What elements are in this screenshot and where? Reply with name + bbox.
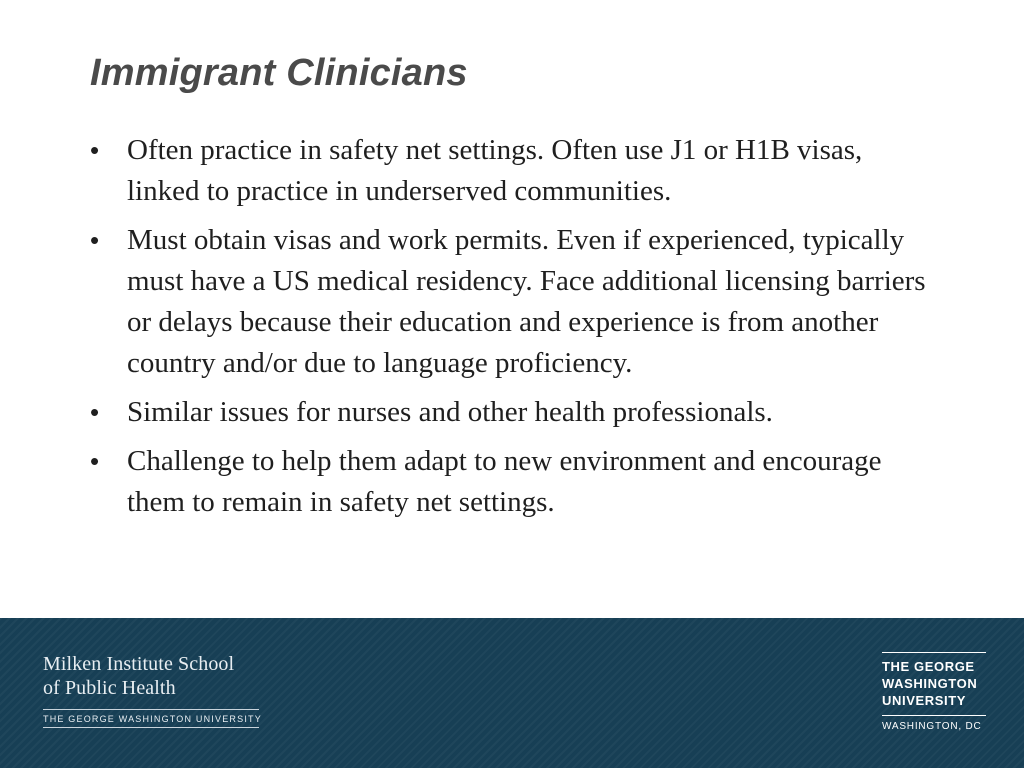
gwu-logo-rule-mid <box>882 715 986 716</box>
bullet-text: Often practice in safety net settings. Often use J1 or H1B visas, linked to practice in underserved communities. <box>127 134 863 207</box>
bullet-marker: • <box>90 446 100 476</box>
milken-logo-line1: Milken Institute School <box>43 653 235 675</box>
bullet-marker: • <box>90 397 100 427</box>
gwu-logo-line3: UNIVERSITY <box>882 693 967 708</box>
bullet-list <box>90 130 940 531</box>
bullet-item <box>90 392 940 433</box>
milken-logo-rule <box>43 709 259 710</box>
gwu-logo <box>882 652 986 732</box>
gwu-logo-rule-top <box>882 652 986 653</box>
gwu-logo-line2: WASHINGTON <box>882 676 978 691</box>
bullet-text: Must obtain visas and work permits. Even if experienced, typically must have a US medical residency. Face additional licensing barriers or delays because their education and experience is from another country and/or due to language proficiency. <box>127 224 926 379</box>
bullet-item <box>90 441 940 523</box>
milken-school-logo <box>43 652 262 728</box>
bullet-item <box>90 130 940 212</box>
bullet-marker: • <box>90 135 100 165</box>
bullet-text: Challenge to help them adapt to new environment and encourage them to remain in safety net settings. <box>127 445 882 518</box>
slide-title: Immigrant Clinicians <box>90 52 468 94</box>
bullet-item <box>90 220 940 384</box>
footer-banner <box>0 618 1024 768</box>
milken-logo-line2: of Public Health <box>43 677 176 699</box>
milken-logo-subline: THE GEORGE WASHINGTON UNIVERSITY <box>43 714 262 724</box>
gwu-logo-line1: THE GEORGE <box>882 659 975 674</box>
milken-logo-rule-bottom <box>43 727 259 728</box>
gwu-logo-city: WASHINGTON, DC <box>882 721 982 732</box>
bullet-text: Similar issues for nurses and other health professionals. <box>127 396 773 428</box>
bullet-marker: • <box>90 225 100 255</box>
